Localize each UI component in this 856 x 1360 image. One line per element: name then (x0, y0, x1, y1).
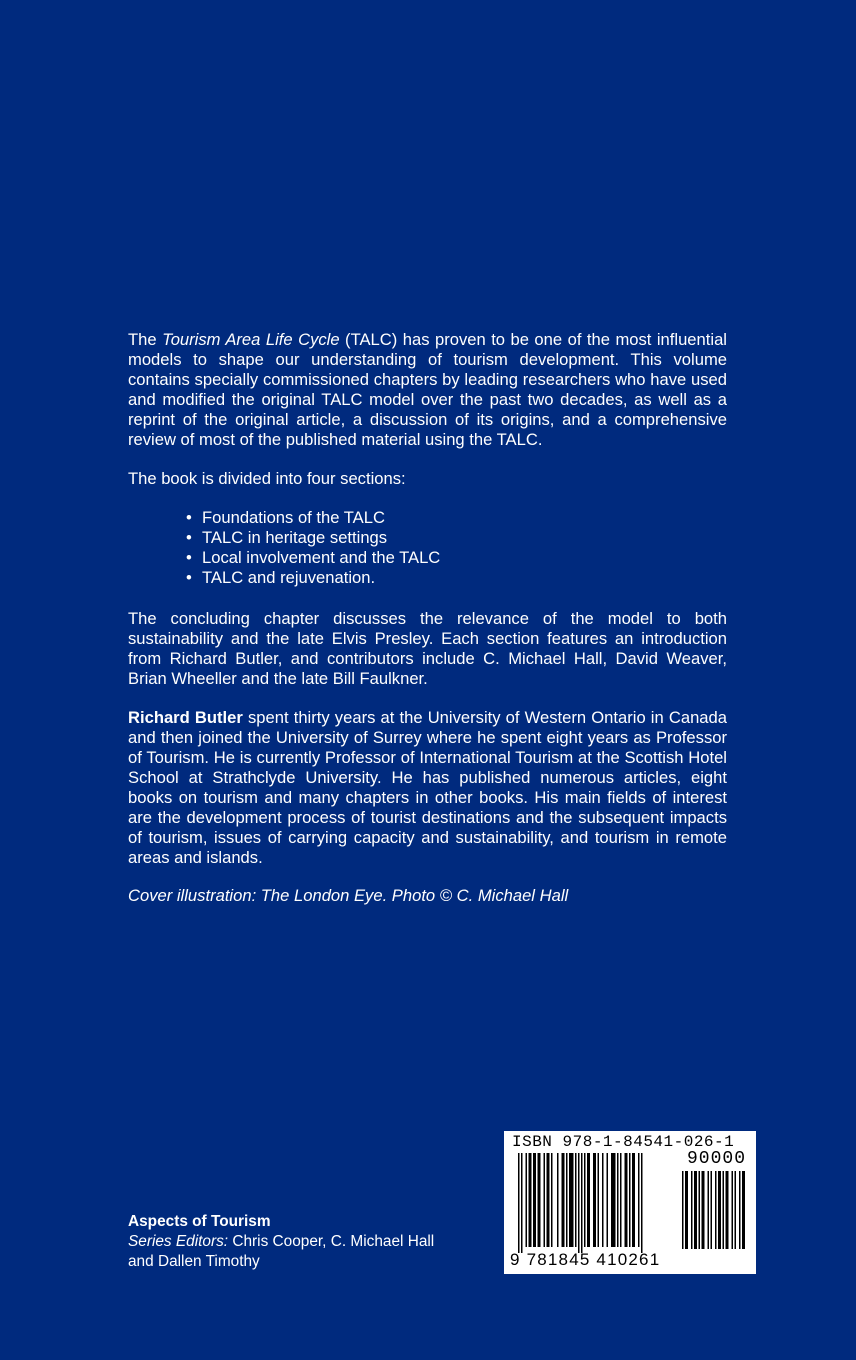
list-item: • TALC in heritage settings (186, 528, 440, 548)
barcode-bars (518, 1153, 670, 1253)
barcode-bar (715, 1171, 717, 1249)
cover-credit: Cover illustration: The London Eye. Photo © C. Michael Hall (128, 886, 569, 905)
barcode-bar (526, 1153, 528, 1247)
barcode-bar (742, 1171, 745, 1249)
barcode-bar (529, 1153, 532, 1247)
barcode-bar (685, 1171, 688, 1249)
barcode-bar (602, 1153, 604, 1247)
intro-book-concept: Tourism Area Life Cycle (162, 330, 340, 349)
series-editors-names-2: and Dallen Timothy (128, 1253, 260, 1270)
barcode-bar (694, 1171, 697, 1249)
barcode-bar (566, 1153, 568, 1247)
barcode-bar (551, 1153, 553, 1247)
list-item: • TALC and rejuvenation. (186, 568, 440, 588)
isbn-text: ISBN 978-1-84541-026-1 (512, 1133, 735, 1151)
barcode-bar (569, 1153, 574, 1247)
list-item: • Local involvement and the TALC (186, 548, 440, 568)
intro-paragraph (128, 330, 727, 450)
author-name: Richard Butler (128, 708, 243, 727)
intro-text: (TALC) has proven to be one of the most influential models to shape our understanding of tourism development. This volume contains specially commissioned chapters by leading researchers who have used and modified the original TALC model over the past two decades, as well as a reprint of the original article, a discussion of its origins, and a comprehensive review of most of the published material using the TALC. (128, 330, 727, 449)
barcode-bar (547, 1153, 550, 1247)
sections-list (186, 508, 440, 588)
barcode-bar (732, 1171, 734, 1249)
barcode-bar (538, 1153, 541, 1247)
barcode-bar (533, 1153, 536, 1247)
isbn-barcode (504, 1131, 756, 1274)
barcode-bar (726, 1171, 729, 1249)
barcode-bar (575, 1153, 577, 1247)
sections-intro: The book is divided into four sections: (128, 469, 406, 488)
barcode-digits: 9 781845 410261 (510, 1250, 661, 1269)
barcode-bar (581, 1153, 583, 1253)
barcode-addon-bars (682, 1171, 752, 1251)
barcode-bar (735, 1171, 737, 1249)
barcode-bar (607, 1153, 609, 1247)
barcode-bar (584, 1153, 586, 1247)
barcode-bar (617, 1153, 619, 1247)
series-editors (128, 1232, 434, 1252)
barcode-bar (702, 1171, 705, 1249)
barcode-bar (518, 1153, 520, 1253)
barcode-bar (708, 1171, 710, 1249)
series-title: Aspects of Tourism (128, 1213, 271, 1230)
barcode-bar (620, 1153, 622, 1247)
barcode-bar (711, 1171, 713, 1249)
series-editors-names: Chris Cooper, C. Michael Hall (228, 1233, 435, 1250)
barcode-addon-code: 90000 (687, 1149, 747, 1169)
barcode-bar (521, 1153, 523, 1253)
barcode-bar (557, 1153, 559, 1247)
author-bio-text: spent thirty years at the University of Western Ontario in Canada and then joined the University of Surrey where he spent eight years as Professor of Tourism. He is currently Professor of International Tourism at the Scottish Hotel School at Strathclyde University. He has published numerous articles, eight books on tourism and many chapters in other books. His main fields of interest are the development process of tourist destinations and the subsequent impacts of tourism, issues of carrying capacity and sustainability, and tourism in remote areas and islands. (128, 708, 727, 867)
barcode-bar (641, 1153, 643, 1253)
list-item: • Foundations of the TALC (186, 508, 440, 528)
author-bio (128, 708, 727, 868)
barcode-bar (544, 1153, 546, 1247)
barcode-bar (632, 1153, 635, 1247)
barcode-bar (587, 1153, 590, 1247)
barcode-bar (739, 1171, 741, 1249)
series-editors-label: Series Editors: (128, 1233, 229, 1250)
barcode-bar (699, 1171, 701, 1249)
barcode-bar (625, 1153, 628, 1247)
barcode-bar (578, 1153, 580, 1253)
barcode-bar (682, 1171, 684, 1249)
barcode-bar (718, 1171, 721, 1249)
barcode-bar (638, 1153, 640, 1247)
concluding-paragraph: The concluding chapter discusses the relevance of the model to both sustainability and the late Elvis Presley. Each section features an introduction from Richard Butler, and contributors include C. Michael Hall, David Weaver, Brian Wheeller and the late Bill Faulkner. (128, 609, 727, 688)
intro-prefix: The (128, 330, 163, 349)
barcode-bar (691, 1171, 693, 1249)
barcode-bar (593, 1153, 596, 1247)
barcode-bar (611, 1153, 616, 1247)
barcode-bar (629, 1153, 631, 1247)
barcode-bar (562, 1153, 565, 1247)
barcode-bar (598, 1153, 600, 1247)
series-info (128, 1212, 434, 1272)
barcode-bar (723, 1171, 725, 1249)
